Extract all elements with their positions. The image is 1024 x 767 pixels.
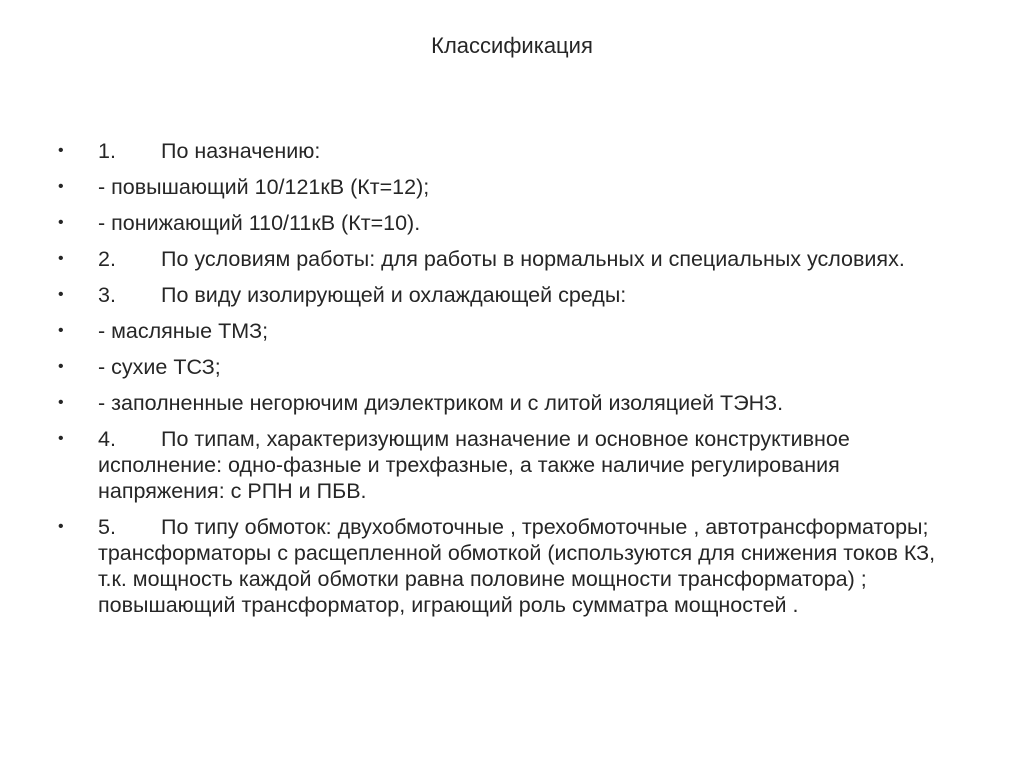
- item-text: - повышающий 10/121кВ (Кт=12);: [98, 175, 430, 199]
- item-number: 5.: [98, 515, 116, 539]
- bullet-icon: •: [58, 250, 64, 267]
- item-text: - заполненные негорючим диэлектриком и с литой изоляцией ТЭНЗ.: [98, 391, 784, 415]
- bullet-icon: •: [58, 286, 64, 303]
- list-item: [58, 426, 958, 504]
- item-text: - понижающий 110/11кВ (Кт=10).: [98, 211, 421, 235]
- item-text: - масляные ТМЗ;: [98, 319, 269, 343]
- list-item: [58, 514, 958, 618]
- item-text: По типам, характеризующим назначение и основное конструктивное исполнение: одно-фазные и трехфазные, а также наличие регулирования напряжения: с РПН и ПБВ.: [98, 427, 850, 503]
- bullet-list: [58, 138, 958, 628]
- slide-title: Классификация: [431, 33, 593, 58]
- item-text: - сухие ТСЗ;: [98, 355, 221, 379]
- bullet-icon: •: [58, 142, 64, 159]
- list-item: [58, 246, 958, 272]
- item-number: 4.: [98, 427, 116, 451]
- list-item: [58, 138, 958, 164]
- bullet-icon: •: [58, 178, 64, 195]
- item-text: По виду изолирующей и охлаждающей среды:: [161, 283, 627, 307]
- list-item: [58, 174, 958, 200]
- bullet-icon: •: [58, 214, 64, 231]
- list-item: [58, 354, 958, 380]
- list-item: [58, 318, 958, 344]
- bullet-icon: •: [58, 518, 64, 535]
- bullet-icon: •: [58, 430, 64, 447]
- bullet-icon: •: [58, 394, 64, 411]
- bullet-icon: •: [58, 358, 64, 375]
- list-item: [58, 390, 958, 416]
- item-text: По назначению:: [161, 139, 321, 163]
- item-number: 2.: [98, 247, 116, 271]
- item-text: По типу обмоток: двухобмоточные , трехобмоточные , автотрансформаторы; трансформаторы с расщепленной обмоткой (используются для снижения токов КЗ, т.к. мощность каждой обмотки равна половине мощности трансформатора) ; повышающий трансформатор, играющий роль сумматра мощностей .: [98, 515, 936, 617]
- bullet-icon: •: [58, 322, 64, 339]
- item-number: 1.: [98, 139, 116, 163]
- list-item: [58, 282, 958, 308]
- list-item: [58, 210, 958, 236]
- item-text: По условиям работы: для работы в нормальных и специальных условиях.: [161, 247, 905, 271]
- item-number: 3.: [98, 283, 116, 307]
